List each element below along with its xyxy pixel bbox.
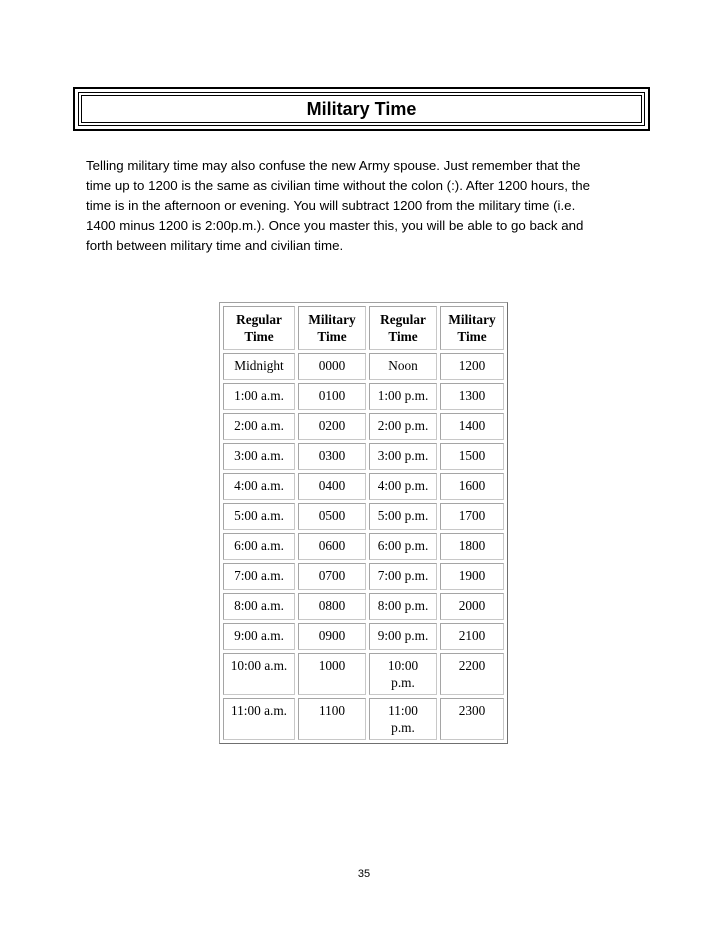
intro-line: time up to 1200 is the same as civilian time without the colon (:). After 1200 hours, the: [86, 178, 591, 193]
regular-time-cell: Midnight: [223, 353, 295, 380]
table-row: [223, 623, 504, 650]
regular-time-cell: 6:00 a.m.: [223, 533, 295, 560]
military-time-cell: 2200: [440, 653, 504, 695]
regular-time-cell: 2:00 a.m.: [223, 413, 295, 440]
table-row: [223, 533, 504, 560]
table-row: [223, 473, 504, 500]
military-time-cell: 1100: [298, 698, 366, 740]
table-row: [223, 413, 504, 440]
military-time-cell: 1200: [440, 353, 504, 380]
military-time-cell: 2300: [440, 698, 504, 740]
military-time-cell: 0900: [298, 623, 366, 650]
header-regular-time: Regular Time: [369, 306, 437, 350]
military-time-cell: 1500: [440, 443, 504, 470]
intro-paragraph: [86, 156, 646, 256]
page-number: 35: [357, 868, 371, 880]
time-conversion-table: [220, 303, 507, 743]
table-row: [223, 698, 504, 740]
table-row: [223, 353, 504, 380]
military-time-cell: 2100: [440, 623, 504, 650]
regular-time-cell: 5:00 p.m.: [369, 503, 437, 530]
regular-time-cell: 8:00 a.m.: [223, 593, 295, 620]
military-time-cell: 2000: [440, 593, 504, 620]
military-time-cell: 0100: [298, 383, 366, 410]
military-time-cell: 1300: [440, 383, 504, 410]
regular-time-cell: 4:00 a.m.: [223, 473, 295, 500]
regular-time-cell: 2:00 p.m.: [369, 413, 437, 440]
intro-line: time is in the afternoon or evening. You will subtract 1200 from the military time (i.e.: [86, 198, 576, 213]
military-time-cell: 0000: [298, 353, 366, 380]
table-row: [223, 593, 504, 620]
table-header-row: [223, 306, 504, 350]
regular-time-cell: 8:00 p.m.: [369, 593, 437, 620]
table-row: [223, 563, 504, 590]
header-military-time: Military Time: [298, 306, 366, 350]
table-row: [223, 443, 504, 470]
table-row: [223, 653, 504, 695]
military-time-cell: 0200: [298, 413, 366, 440]
regular-time-cell: 7:00 p.m.: [369, 563, 437, 590]
regular-time-cell: 7:00 a.m.: [223, 563, 295, 590]
regular-time-cell: 11:00 a.m.: [223, 698, 295, 740]
regular-time-cell: 3:00 p.m.: [369, 443, 437, 470]
table-row: [223, 383, 504, 410]
regular-time-cell: Noon: [369, 353, 437, 380]
regular-time-cell: 4:00 p.m.: [369, 473, 437, 500]
regular-time-cell: 6:00 p.m.: [369, 533, 437, 560]
title-box: [73, 87, 650, 131]
military-time-cell: 1700: [440, 503, 504, 530]
military-time-cell: 1400: [440, 413, 504, 440]
regular-time-cell: 9:00 a.m.: [223, 623, 295, 650]
intro-line: forth between military time and civilian time.: [86, 238, 344, 253]
regular-time-cell: 5:00 a.m.: [223, 503, 295, 530]
intro-line: Telling military time may also confuse the new Army spouse. Just remember that the: [86, 158, 581, 173]
military-time-cell: 1900: [440, 563, 504, 590]
regular-time-cell: 11:00 p.m.: [369, 698, 437, 740]
military-time-cell: 0700: [298, 563, 366, 590]
military-time-cell: 0600: [298, 533, 366, 560]
regular-time-cell: 1:00 a.m.: [223, 383, 295, 410]
regular-time-cell: 10:00 a.m.: [223, 653, 295, 695]
regular-time-cell: 3:00 a.m.: [223, 443, 295, 470]
military-time-cell: 1000: [298, 653, 366, 695]
header-military-time: Military Time: [440, 306, 504, 350]
regular-time-cell: 1:00 p.m.: [369, 383, 437, 410]
military-time-cell: 0300: [298, 443, 366, 470]
military-time-cell: 1600: [440, 473, 504, 500]
page-title: Military Time: [306, 99, 417, 119]
intro-line: 1400 minus 1200 is 2:00p.m.). Once you master this, you will be able to go back and: [86, 218, 584, 233]
table-row: [223, 503, 504, 530]
military-time-cell: 0400: [298, 473, 366, 500]
regular-time-cell: 9:00 p.m.: [369, 623, 437, 650]
header-regular-time: Regular Time: [223, 306, 295, 350]
time-conversion-table-frame: [219, 302, 508, 744]
military-time-cell: 0800: [298, 593, 366, 620]
military-time-cell: 1800: [440, 533, 504, 560]
regular-time-cell: 10:00 p.m.: [369, 653, 437, 695]
military-time-cell: 0500: [298, 503, 366, 530]
